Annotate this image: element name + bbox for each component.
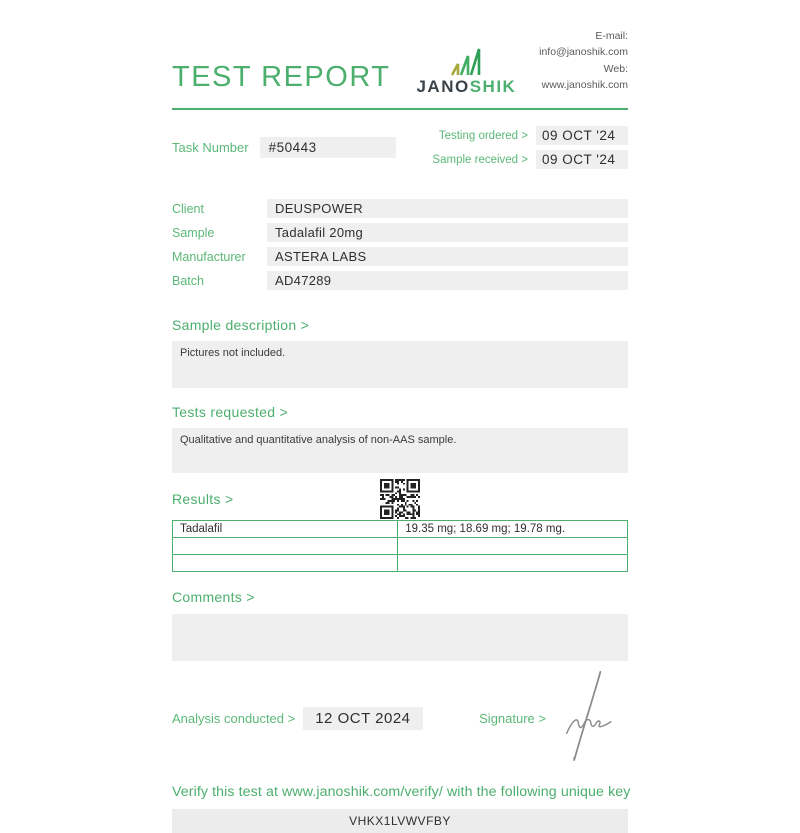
analysis-signature-row — [172, 707, 628, 730]
comments-heading: Comments > — [172, 589, 255, 606]
results-section — [172, 477, 628, 572]
brand-prefix: JANO — [416, 77, 470, 97]
sample-received-label: Sample received > — [432, 153, 528, 166]
testing-ordered-value: 09 OCT '24 — [536, 126, 628, 145]
signature-label: Signature > — [479, 711, 546, 727]
testing-ordered-row — [432, 126, 628, 145]
task-number-group — [172, 126, 396, 169]
sample-received-value: 09 OCT '24 — [536, 150, 628, 169]
signature-group — [479, 710, 616, 728]
comments-box — [172, 614, 628, 661]
verify-text: Verify this test at www.janoshik.com/verify/ with the following unique key — [172, 784, 631, 801]
report-header — [172, 28, 628, 95]
analyte-cell: Tadalafil — [173, 521, 398, 538]
task-number-label: Task Number — [172, 140, 249, 156]
results-heading: Results > — [172, 491, 234, 508]
analyte-cell — [173, 538, 398, 555]
sample-description-heading: Sample description > — [172, 317, 310, 334]
sample-received-row — [432, 150, 628, 169]
table-row — [173, 521, 628, 538]
brand-wordmark — [416, 78, 516, 95]
analysis-conducted-label: Analysis conducted > — [172, 711, 296, 727]
result-cell — [398, 538, 628, 555]
result-cell — [398, 555, 628, 572]
task-number-value: #50443 — [260, 137, 396, 158]
brand-suffix: SHIK — [469, 77, 517, 97]
info-row-manufacturer — [172, 247, 628, 266]
contact-info — [516, 28, 628, 93]
sample-value: Tadalafil 20mg — [267, 223, 628, 242]
manufacturer-value: ASTERA LABS — [267, 247, 628, 266]
testing-ordered-label: Testing ordered > — [438, 129, 528, 142]
signature-icon — [554, 668, 616, 764]
analysis-conducted-value: 12 OCT 2024 — [303, 707, 422, 730]
results-table — [172, 520, 628, 572]
batch-label: Batch — [172, 273, 204, 288]
table-row — [173, 538, 628, 555]
header-divider — [172, 108, 628, 110]
web-line: Web: www.janoshik.com — [541, 62, 628, 91]
janoshik-logo — [416, 47, 516, 95]
task-section — [172, 126, 628, 169]
analyte-cell — [173, 555, 398, 572]
dates-group — [432, 126, 628, 169]
unique-key: VHKX1LVWVFBY — [172, 809, 628, 833]
growth-chart-icon — [446, 47, 486, 77]
email-line: E-mail: info@janoshik.com — [539, 30, 628, 59]
info-row-sample — [172, 223, 628, 242]
manufacturer-label: Manufacturer — [172, 249, 246, 264]
table-row — [173, 555, 628, 572]
info-row-client — [172, 199, 628, 218]
report-document — [172, 0, 631, 833]
info-row-batch — [172, 271, 628, 290]
page-title: TEST REPORT — [172, 61, 391, 94]
batch-value: AD47289 — [267, 271, 628, 290]
tests-requested-heading: Tests requested > — [172, 404, 288, 421]
sample-description-box: Pictures not included. — [172, 341, 628, 388]
client-label: Client — [172, 201, 204, 216]
sample-label: Sample — [172, 225, 215, 240]
tests-requested-box: Qualitative and quantitative analysis of non-AAS sample. — [172, 428, 628, 473]
result-cell: 19.35 mg; 18.69 mg; 19.78 mg. — [398, 521, 628, 538]
sample-info-section — [172, 199, 628, 290]
qr-code — [380, 479, 420, 519]
client-value: DEUSPOWER — [267, 199, 628, 218]
